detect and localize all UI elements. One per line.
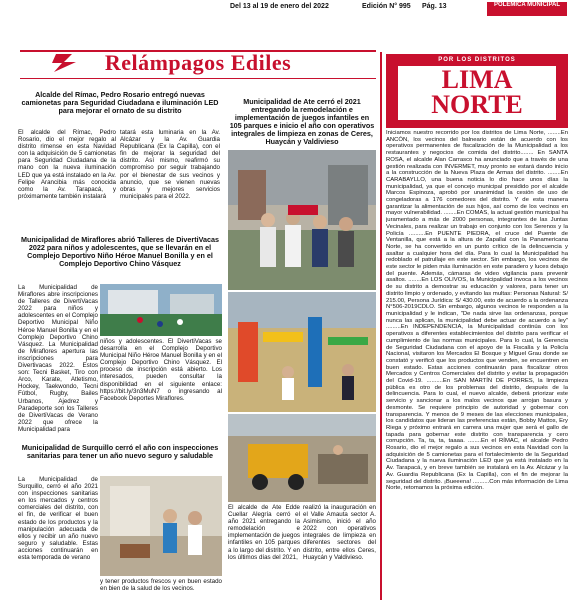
brand-logo: POLÉMICA MUNICIPAL	[487, 2, 567, 16]
surquillo-headline: Municipalidad de Surquillo cerró el año con inspecciones sanitarias para tener un año nuevo seguro y saludable	[21, 443, 219, 460]
section-title: Relámpagos Ediles	[104, 50, 292, 75]
surquillo-photo	[100, 476, 222, 576]
miraflores-body-col2: niños y adolescentes. El DivertiVacas se desarrolla en el Complejo Deportivo Municipal Niño Héroe Manuel Bonilla y en el Complejo Deportivo Chino Vásquez. El proceso de inscripción está abierto. Los interesados, pueden consultar la disponibilidad en el siguiente enlace: https://bit.ly/3n3MuN7 o ingresando al Facebook Deportes Miraflores.	[100, 338, 222, 402]
miraflores-photo	[100, 284, 222, 336]
lima-norte-kicker: POR LOS DISTRITOS	[438, 57, 516, 63]
ate-photo-ceremony	[228, 150, 376, 290]
column-divider	[380, 52, 382, 600]
miraflores-headline: Municipalidad de Miraflores abrió Talleres de DivertiVacas 2022 para niños y adolescentes, que se llevarán en el Complejo Deportivo Niño Héroe Manuel Bonilla y en el Complejo Deportivo Chino Vásquez	[21, 235, 219, 268]
edition-number: Edición N° 995	[362, 3, 411, 10]
lima-norte-title-line2: NORTE	[431, 90, 523, 119]
ate-body-col2: realizó la inauguración en el Valle Amauta sector A. Asimismo, inició el año 2022 con operativos integrales de limpieza en diferentes sectores del distrito, entre ellos Ceres, Huaycán y Valdivieso.	[303, 504, 376, 561]
ate-headline: Municipalidad de Ate cerró el 2021 entregando la remodelación e implementación de juegos infantiles en 105 parques e inicio el año con operativos integrales de limpieza en zonas de Ceres, Huaycán y Valdivieso	[229, 97, 375, 146]
rimac-body-col1: El alcalde del Rímac, Pedro Rosario, dio el mejor regalo al distrito rimense en esta Navidad con la adquisición de 5 camionetas para Seguridad Ciudadana de la mano con la nueva iluminación LED que ya está instalado en la Av. Felipe Arancibia más conocida como la Av. Tarapacá, y próximamente también instalará	[18, 129, 116, 200]
miraflores-body-col1: La Municipalidad de Miraflores abre inscripciones de Talleres de DivertiVacas 2022 para niños y adolescentes en el Complejo Deportivo Municipal Niño Héroe Manuel Bonilla y en el Complejo Deportivo Chino Vásquez. La Municipalidad de Miraflores apertura las inscripciones para Divertivacas 2022. Estos son: Tecni Basket, Tiro con Arco, Karate, Atletismo, Hockey, Taekwondo, Tecni Fútbol, Rugby, Bailes Urbanos, Ajedrez y Paradeporte son los Talleres de DivertiVacas de Verano 2022 que ofrece la Municipalidad para	[18, 284, 98, 433]
page-header	[0, 0, 580, 18]
page-number: Pág. 13	[422, 3, 447, 10]
section-banner	[20, 50, 376, 79]
ate-photo-playground	[228, 292, 376, 412]
surquillo-body-col2: y tener productos frescos y en buen estado en bien de la salud de los vecinos.	[100, 578, 222, 593]
lima-norte-title-line1: LIMA	[441, 65, 513, 94]
ate-body-col1: El alcalde de Ate Edde Cuellar Alegría cerró el año 2021 entregando la remodelación e implementación de juegos infantiles en 105 parques a lo largo del distrito. Y en los últimos días del 2021,	[228, 504, 300, 561]
lima-norte-body: Iniciamos nuestro recorrido por los distritos de Lima Norte, ........En ANCÓN, los vecinos del balneario están de acuerdo con los operativos permanentes de fiscalización de la Municipalidad a los restaurantes y negocios de comida del distrito........ En SANTA ROSA, el alcalde Alan Carrasco ha anunciado que a través de una gestión realizada con INVERMET, muy pronto se estará dando inicio a la construcción de la Nueva Plaza de Armas del distrito. ........En CARABAYLLO, una buena noticia lo dio hace unos días la municipalidad, ya que el concejo municipal presidido por el alcalde Marcos Espinoza, aprobó por unanimidad la cesión de uso de congeladoras a 176 comedores del distrito. Y de esta manera garantizar la alimentación de sus hijos, así como de los vecinos en mayor vulnerabilidad. ........En COMAS, la actual gestión municipal ha juramentado a más de 2000 personas, integrantes de las Juntas Vecinales, para realizar un trabajo en conjunto con los Serenos y la Policía ..........En PUENTE PIEDRA, el cruce del Puente de Ventanilla, que está a la altura de Zapallal con la Panamericana Norte, se ha convertido en un punto crítico de la delincuencia y asaltar a cualquier hora del día. Para lo cual la Municipalidad ha redoblado el patrullaje en este sector. Sin embargo, los vecinos de este sector le piden más iluminación en este paradero y luces debajo del puente. Además, cámaras de video vigilancia para prevenir asaltos. ........En LOS OLIVOS, la Municipalidad invoca a los vecinos de su distrito a demostrar su educación y valores, para tener un distrito limpio y ordenado, y evitando las multas: Personas Natural: S/ 215.00, Persona Jurídica: S/ 430.00, esto de acuerdo a la ordenanza N°506-2019CDLO. Sin embargo, algunos vecinos le responden a la municipalidad y le indican, "De nada sirve las ordenanzas, porque nunca las aplican, la municipalidad debe actuar de acuerdo a ley" .........En INDEPENDENCIA, la Municipalidad continúa con los operativos a diferentes establecimientos del distrito para verificar el cumplimiento de las normas municipales. Para lo cual, la Gerencia de Seguridad Ciudadana con el apoyo de la Fiscalía y la Policía Nacional, visitaron los Mercados El Bosque y Miguel Grau donde se constató y verificó que los productos que venden, se encuentren en buen estado. Estas acciones continuarán para fiscalizar otros Mercados y Centros Comerciales del distrito y evitar la propagación del Covid-19. ..........En SAN MARTÍN DE PORRES, la limpieza pública es otro de los problemas del distrito, después de la delincuencia. Para lo cual, el nuevo alcalde, deberá priorizar este servicio y sancionar a los malos vecinos que arrojan basura y desmonte. Se requiere principio de autoridad y gobernar con transparencia. Y menos de 9 meses de las elecciones municipales, los candidatos que lideran las preferencias están, Bobby Mattos, Ery Riega y próximo entrará en carrera una mujer que será el gallo de tapada para gobernar este distrito con transparencia y cero corrupción. Ta, ta, ta, taaaa. ........En el RÍMAC, el alcalde Pedro Rosario, dio el mejor regalo a sus vecinos en esta Navidad con la adquisición de 5 camionetas para el fortalecimiento de la Seguridad Ciudadana y la nueva iluminación LED que ya está instalado en la Av. Tarapacá, y en breve también se instalará en la Av. Alcázar y la Av. Guardia Republicana (Ex la Capilla), con el fin de mejorar la seguridad del distrito. ¡Bueeena! ..........Con más información de Lima Norte, retomamos la próxima edición.	[386, 130, 568, 492]
surquillo-body-col1: La Municipalidad de Surquillo, cerró el año 2021 con inspecciones sanitarias en los mercados y centros comerciales del distrito, con el fin, de verificar el buen estado de los productos y la manipulación adecuada de ellos y recibir un año nuevo seguro y saludable. Estas acciones continuarán en esta temporada de verano	[18, 476, 98, 562]
ate-photo-cleaning	[228, 414, 376, 502]
rimac-headline: Alcalde del Rímac, Pedro Rosario entregó nuevas camionetas para Seguridad Ciudadana e iluminación LED para mejorar el ornato de su distrito	[21, 90, 219, 115]
lima-norte-header	[386, 54, 568, 128]
rimac-body-col2: tatará esta luminaria en la Av. Alcázar y la Av. Guardia Republicana (Ex la Capilla), con el fin de mejorar la seguridad del distrito. Así mismo, reafirmó su compromiso por seguir trabajando por el bienestar de sus vecinos y anuncio, que se vienen nuevas obras y mejores servicios municipales para el 2022.	[120, 129, 220, 200]
issue-dates: Del 13 al 19 de enero del 2022	[230, 3, 329, 10]
